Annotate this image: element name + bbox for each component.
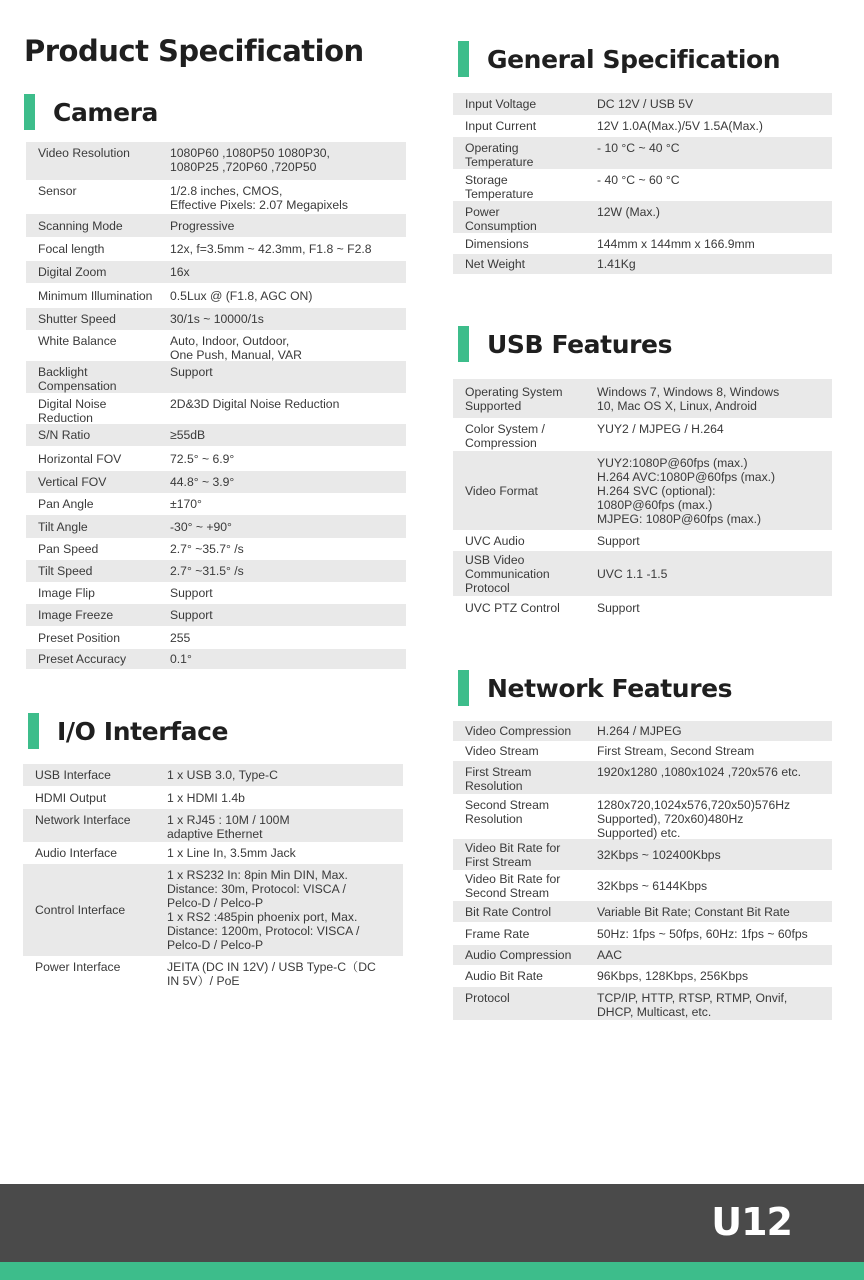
spec-label: Bit Rate Control — [465, 904, 552, 919]
spec-label: Video Format — [465, 483, 538, 498]
spec-row — [23, 842, 403, 864]
spec-label: Tilt Angle — [38, 519, 88, 534]
spec-label: Control Interface — [35, 903, 126, 917]
spec-value: 2.7° ~35.7° /s — [170, 542, 244, 556]
spec-label: Input Current — [465, 119, 537, 133]
spec-value: 2D&3D Digital Noise Reduction — [170, 397, 340, 411]
spec-row — [453, 965, 832, 987]
spec-row — [26, 330, 406, 361]
spec-value: 30/1s ~ 10000/1s — [170, 312, 264, 326]
spec-row — [453, 169, 832, 201]
spec-value: 32Kbps ~ 102400Kbps — [597, 847, 721, 862]
spec-label: Video Bit Rate for Second Stream — [465, 871, 561, 900]
spec-value: 72.5° ~ 6.9° — [170, 451, 235, 466]
spec-label: UVC PTZ Control — [465, 600, 560, 615]
spec-row — [453, 418, 832, 451]
spec-value: ≥55dB — [170, 428, 206, 442]
heading-accent-bar — [458, 670, 469, 706]
spec-value: 1280x720,1024x576,720x50)576Hz Supported), 720x60)480Hz Supported) etc. — [597, 798, 791, 840]
spec-row — [453, 596, 832, 619]
spec-value: 12V 1.0A(Max.)/5V 1.5A(Max.) — [597, 119, 763, 133]
spec-row — [26, 538, 406, 560]
model-name: U12 — [711, 1200, 792, 1244]
spec-value: 1 x HDMI 1.4b — [167, 790, 245, 805]
io-heading-text: I/O Interface — [57, 716, 229, 746]
spec-label: Minimum Illumination — [38, 288, 153, 303]
spec-label: Net Weight — [465, 257, 526, 271]
page-title: Product Specification — [24, 34, 364, 68]
spec-value: 1/2.8 inches, CMOS, Effective Pixels: 2.07 Megapixels — [170, 184, 348, 212]
spec-label: Network Interface — [35, 813, 131, 827]
usb-heading — [458, 326, 672, 362]
spec-value: Support — [597, 600, 640, 615]
spec-label: Color System / Compression — [465, 422, 545, 450]
spec-label: Vertical FOV — [38, 475, 107, 489]
heading-accent-bar — [24, 94, 35, 130]
spec-row — [453, 379, 832, 418]
spec-value: AAC — [597, 948, 623, 962]
spec-row — [26, 261, 406, 283]
spec-label: Second Stream Resolution — [465, 798, 550, 826]
general-heading — [458, 41, 780, 77]
spec-label: Preset Position — [38, 630, 120, 645]
camera-spec-table — [26, 142, 406, 669]
spec-value: 144mm x 144mm x 166.9mm — [597, 236, 755, 251]
spec-row — [26, 180, 406, 214]
spec-label: Video Resolution — [38, 146, 130, 160]
spec-label: Pan Angle — [38, 497, 94, 511]
spec-row — [453, 451, 832, 530]
spec-label: USB Interface — [35, 768, 111, 782]
spec-row — [26, 604, 406, 626]
network-heading — [458, 670, 732, 706]
spec-row — [26, 142, 406, 180]
spec-value: YUY2:1080P@60fps (max.) H.264 AVC:1080P@60fps (max.) H.264 SVC (optional): 1080P@60fps (max.) MJPEG: 1080P@60fps (max.) — [597, 455, 776, 526]
footer-accent-strip — [0, 1262, 864, 1280]
spec-label: Audio Compression — [465, 948, 572, 962]
spec-label: Tilt Speed — [38, 564, 93, 578]
spec-label: Audio Interface — [35, 846, 117, 860]
spec-row — [453, 741, 832, 761]
spec-value: UVC 1.1 -1.5 — [597, 566, 668, 581]
spec-value: 1 x Line In, 3.5mm Jack — [167, 846, 296, 860]
camera-heading — [24, 94, 158, 130]
spec-value: 255 — [170, 630, 191, 645]
io-heading — [28, 713, 228, 749]
spec-label: S/N Ratio — [38, 428, 91, 442]
spec-row — [453, 761, 832, 794]
spec-value: Support — [170, 608, 213, 622]
spec-row — [23, 809, 403, 842]
spec-value: Auto, Indoor, Outdoor, One Push, Manual, VAR — [170, 334, 302, 362]
spec-row — [23, 786, 403, 809]
heading-accent-bar — [458, 41, 469, 77]
spec-value: ±170° — [170, 497, 202, 511]
spec-label: Audio Bit Rate — [465, 969, 543, 983]
spec-label: Preset Accuracy — [38, 652, 127, 666]
network-heading-text: Network Features — [487, 673, 733, 703]
spec-row — [26, 393, 406, 424]
spec-row — [453, 201, 832, 233]
spec-label: Shutter Speed — [38, 312, 116, 326]
camera-heading-text: Camera — [53, 97, 159, 127]
spec-row — [453, 137, 832, 169]
spec-label: Image Flip — [38, 586, 95, 600]
spec-row — [26, 237, 406, 261]
spec-row — [26, 493, 406, 515]
spec-row — [453, 254, 832, 274]
spec-row — [26, 582, 406, 604]
spec-value: - 10 °C ~ 40 °C — [597, 141, 680, 155]
spec-value: 12x, f=3.5mm ~ 42.3mm, F1.8 ~ F2.8 — [170, 242, 372, 256]
spec-value: 1920x1280 ,1080x1024 ,720x576 etc. — [597, 765, 801, 779]
spec-row — [453, 233, 832, 254]
spec-row — [26, 214, 406, 237]
spec-row — [26, 283, 406, 308]
spec-value: 1 x USB 3.0, Type-C — [167, 768, 278, 782]
spec-row — [453, 839, 832, 870]
spec-row — [26, 471, 406, 493]
usb-heading-text: USB Features — [487, 329, 673, 359]
spec-row — [26, 515, 406, 538]
io-spec-table — [23, 764, 403, 994]
spec-label: Pan Speed — [38, 542, 99, 556]
spec-value: First Stream, Second Stream — [597, 744, 755, 758]
spec-value: 50Hz: 1fps ~ 50fps, 60Hz: 1fps ~ 60fps — [597, 926, 808, 941]
spec-row — [26, 626, 406, 649]
usb-spec-table — [453, 379, 832, 619]
spec-row — [453, 901, 832, 922]
spec-value: 32Kbps ~ 6144Kbps — [597, 878, 708, 893]
spec-row — [23, 764, 403, 786]
spec-label: Operating System Supported — [465, 384, 563, 413]
spec-value: JEITA (DC IN 12V) / USB Type-C（DC IN 5V）/ PoE — [167, 960, 376, 988]
spec-value: Support — [170, 586, 213, 600]
spec-label: Video Compression — [465, 724, 572, 738]
spec-value: 96Kbps, 128Kbps, 256Kbps — [597, 969, 749, 983]
spec-row — [453, 551, 832, 596]
spec-label: Power Consumption — [465, 205, 537, 233]
spec-label: Operating Temperature — [465, 141, 534, 169]
spec-row — [26, 649, 406, 669]
general-spec-table — [453, 93, 832, 274]
spec-value: 16x — [170, 265, 190, 279]
general-heading-text: General Specification — [487, 44, 781, 74]
spec-label: Dimensions — [465, 236, 529, 251]
spec-value: Support — [170, 365, 213, 379]
spec-value: Windows 7, Windows 8, Windows 10, Mac OS X, Linux, Android — [597, 384, 780, 413]
spec-row — [453, 115, 832, 137]
spec-value: 0.1° — [170, 652, 192, 666]
spec-row — [453, 794, 832, 839]
spec-row — [26, 308, 406, 330]
spec-row — [453, 530, 832, 551]
spec-value: 1 x RS232 In: 8pin Min DIN, Max. Distance: 30m, Protocol: VISCA / Pelco-D / Pelco-P 1 x RS2 :485pin phoenix port, Max. Distance: 1200m, Protocol: VISCA / Pelco-D / Pelco-P — [167, 868, 360, 952]
spec-label: UVC Audio — [465, 533, 525, 548]
spec-label: Video Bit Rate for First Stream — [465, 840, 561, 869]
spec-row — [453, 93, 832, 115]
spec-label: Horizontal FOV — [38, 451, 122, 466]
spec-label: First Stream Resolution — [465, 765, 532, 793]
spec-label: Storage Temperature — [465, 173, 534, 201]
spec-label: USB Video Communication Protocol — [465, 552, 550, 595]
spec-row — [26, 424, 406, 446]
spec-value: 1 x RJ45 : 10M / 100M adaptive Ethernet — [167, 813, 290, 841]
spec-value: - 40 °C ~ 60 °C — [597, 173, 680, 187]
spec-label: Scanning Mode — [38, 218, 123, 233]
spec-row — [23, 956, 403, 994]
heading-accent-bar — [28, 713, 39, 749]
spec-label: Video Stream — [465, 744, 539, 758]
spec-value: YUY2 / MJPEG / H.264 — [597, 422, 724, 436]
spec-value: 0.5Lux @ (F1.8, AGC ON) — [170, 288, 313, 303]
spec-label: Digital Noise Reduction — [38, 397, 107, 425]
spec-label: Focal length — [38, 242, 105, 256]
heading-accent-bar — [458, 326, 469, 362]
spec-row — [453, 987, 832, 1020]
spec-label: HDMI Output — [35, 790, 107, 805]
spec-label: Frame Rate — [465, 926, 530, 941]
spec-label: Sensor — [38, 184, 77, 198]
spec-row — [23, 864, 403, 956]
spec-label: Protocol — [465, 991, 510, 1005]
spec-value: Variable Bit Rate; Constant Bit Rate — [597, 904, 790, 919]
network-spec-table — [453, 721, 832, 1020]
spec-value: -30° ~ +90° — [170, 519, 232, 534]
spec-row — [453, 945, 832, 965]
spec-row — [26, 560, 406, 582]
spec-row — [453, 870, 832, 901]
spec-label: Input Voltage — [465, 97, 537, 111]
spec-value: Progressive — [170, 218, 235, 233]
spec-label: White Balance — [38, 334, 117, 348]
spec-row — [26, 361, 406, 393]
spec-value: Support — [597, 533, 640, 548]
spec-row — [453, 922, 832, 945]
spec-value: 1.41Kg — [597, 257, 636, 271]
spec-label: Digital Zoom — [38, 265, 107, 279]
spec-label: Backlight Compensation — [38, 365, 117, 393]
spec-row — [26, 446, 406, 471]
spec-value: 2.7° ~31.5° /s — [170, 564, 244, 578]
spec-value: 1080P60 ,1080P50 1080P30, 1080P25 ,720P60 ,720P50 — [170, 146, 330, 174]
spec-value: 12W (Max.) — [597, 205, 660, 219]
spec-value: 44.8° ~ 3.9° — [170, 475, 235, 489]
spec-row — [453, 721, 832, 741]
spec-value: H.264 / MJPEG — [597, 724, 682, 738]
spec-value: DC 12V / USB 5V — [597, 97, 694, 111]
spec-value: TCP/IP, HTTP, RTSP, RTMP, Onvif, DHCP, Multicast, etc. — [597, 991, 788, 1019]
spec-label: Power Interface — [35, 960, 121, 974]
spec-label: Image Freeze — [38, 608, 114, 622]
